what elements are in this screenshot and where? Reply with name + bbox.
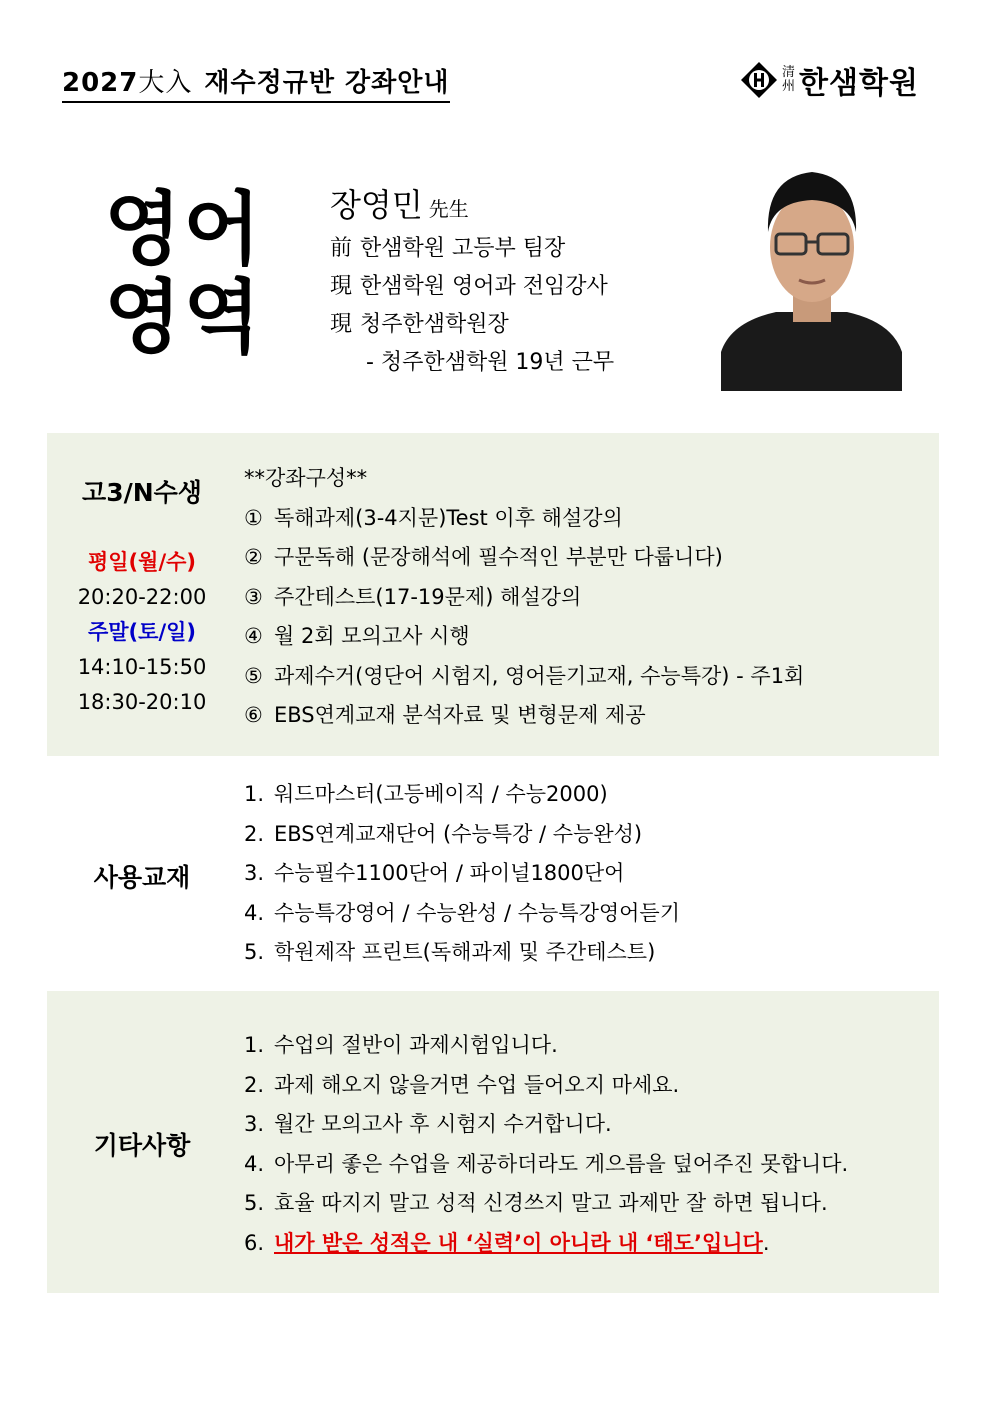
item-number: 5. xyxy=(244,1191,265,1215)
weekend-label: 주말(토/일) xyxy=(87,620,196,644)
career-text: 청주한샘학원장 xyxy=(360,312,509,337)
item-number: ⑥ xyxy=(244,703,263,727)
list-item xyxy=(244,1026,848,1066)
page-title xyxy=(62,62,450,103)
item-number: ① xyxy=(244,505,263,530)
weekday-label: 평일(월/수) xyxy=(87,550,196,574)
weekend-time: 14:10-15:50 xyxy=(77,655,207,679)
title-text: 재수정규반 강좌안내 xyxy=(204,68,450,98)
career-prefix: 現 xyxy=(330,312,353,337)
notes-list xyxy=(244,1026,848,1263)
item-number: 3. xyxy=(244,861,265,885)
career-line xyxy=(330,306,614,344)
career-text: 한샘학원 영어과 전임강사 xyxy=(360,274,608,299)
item-number: 5. xyxy=(244,940,265,964)
list-item xyxy=(244,1066,848,1106)
item-text: 효율 따지지 말고 성적 신경쓰지 말고 과제만 잘 하면 됩니다. xyxy=(274,1191,828,1215)
logo-city xyxy=(782,66,795,94)
weekday-time: 20:20-22:00 xyxy=(77,585,207,609)
item-number: 2. xyxy=(244,821,265,846)
career-prefix: 前 xyxy=(330,236,353,261)
list-heading: **강좌구성** xyxy=(244,466,368,490)
textbook-list xyxy=(244,775,680,973)
career-prefix: 現 xyxy=(330,274,353,299)
list-item xyxy=(244,1105,848,1145)
item-text: 주간테스트(17-19문제) 해설강의 xyxy=(274,584,582,609)
item-text: 아무리 좋은 수업을 제공하더라도 게으름을 덮어주진 못합니다. xyxy=(274,1151,849,1176)
logo-city-char: 州 xyxy=(782,79,796,94)
item-text: 월간 모의고사 후 시험지 수거합니다. xyxy=(274,1112,612,1136)
item-number: 4. xyxy=(244,900,265,925)
item-number: ③ xyxy=(244,584,263,609)
class-schedule xyxy=(47,545,237,720)
item-text: 수능필수1100단어 / 파이널1800단어 xyxy=(274,861,625,885)
subject-line: 영역 xyxy=(104,271,263,364)
logo-mark-icon xyxy=(740,61,778,99)
class-section xyxy=(47,433,939,756)
item-text: 워드마스터(고등베이직 / 수능2000) xyxy=(274,782,608,806)
career-line xyxy=(330,230,614,268)
list-item xyxy=(244,815,680,855)
item-text: 구문독해 (문장해석에 필수적인 부분만 다룹니다) xyxy=(274,545,723,569)
item-number: 1. xyxy=(244,782,265,806)
list-item xyxy=(244,499,804,539)
item-text: 과제수거(영단어 시험지, 영어듣기교재, 수능특강) - 주1회 xyxy=(274,663,805,688)
list-item xyxy=(244,617,804,657)
section-label: 고3/N수생 xyxy=(82,478,202,507)
teacher-name xyxy=(330,180,469,226)
item-number: 2. xyxy=(244,1072,265,1097)
list-item xyxy=(244,894,680,934)
weekend-time: 18:30-20:10 xyxy=(77,690,207,714)
item-number: ④ xyxy=(244,624,263,648)
list-item xyxy=(244,1184,848,1224)
item-text: 독해과제(3-4지문)Test 이후 해설강의 xyxy=(274,505,623,530)
logo-city-char: 清 xyxy=(782,65,796,80)
notes-section xyxy=(47,991,939,1293)
item-text: 학원제작 프린트(독해과제 및 주간테스트) xyxy=(274,940,656,964)
list-item xyxy=(244,578,804,618)
teacher-name-text: 장영민 xyxy=(330,186,423,224)
list-item xyxy=(244,657,804,697)
list-item xyxy=(244,854,680,894)
list-item xyxy=(244,1224,848,1264)
title-year: 2027 xyxy=(62,68,139,98)
textbook-section xyxy=(47,756,939,991)
career-text: 한샘학원 고등부 팀장 xyxy=(360,236,566,261)
section-label: 기타사항 xyxy=(93,1131,191,1160)
item-number: ⑤ xyxy=(244,663,263,688)
item-number: ② xyxy=(244,545,263,569)
teacher-honorific: 先生 xyxy=(428,197,469,221)
academy-logo xyxy=(740,58,919,102)
emphasis-text: 내가 받은 성적은 내 ‘실력’이 아니라 내 ‘태도’입니다 xyxy=(274,1230,763,1255)
title-dae: 大入 xyxy=(138,68,193,98)
item-number: 1. xyxy=(244,1033,265,1057)
section-label: 사용교재 xyxy=(93,863,191,892)
teacher-career xyxy=(330,230,614,382)
item-text: 과제 해오지 않을거면 수업 들어오지 마세요. xyxy=(274,1072,680,1097)
list-item xyxy=(244,1145,848,1185)
logo-name: 한샘학원 xyxy=(799,66,919,101)
item-text: 월 2회 모의고사 시행 xyxy=(274,624,470,648)
list-item xyxy=(244,933,680,973)
teacher-photo xyxy=(721,152,902,391)
item-text: 수능특강영어 / 수능완성 / 수능특강영어듣기 xyxy=(274,900,680,925)
item-number: 6. xyxy=(244,1230,265,1255)
item-text: EBS연계교재 분석자료 및 변형문제 제공 xyxy=(274,703,646,727)
item-tail: . xyxy=(762,1230,770,1255)
list-item xyxy=(244,775,680,815)
subject-title xyxy=(104,183,263,364)
item-number: 3. xyxy=(244,1112,265,1136)
item-number: 4. xyxy=(244,1151,265,1176)
career-note: - 청주한샘학원 19년 근무 xyxy=(366,350,615,375)
item-text: 수업의 절반이 과제시험입니다. xyxy=(274,1033,558,1057)
list-item xyxy=(244,696,804,736)
subject-line: 영어 xyxy=(104,183,263,276)
career-line xyxy=(330,268,614,306)
course-composition-list xyxy=(244,459,804,736)
item-text: EBS연계교재단어 (수능특강 / 수능완성) xyxy=(274,821,643,846)
list-item xyxy=(244,538,804,578)
